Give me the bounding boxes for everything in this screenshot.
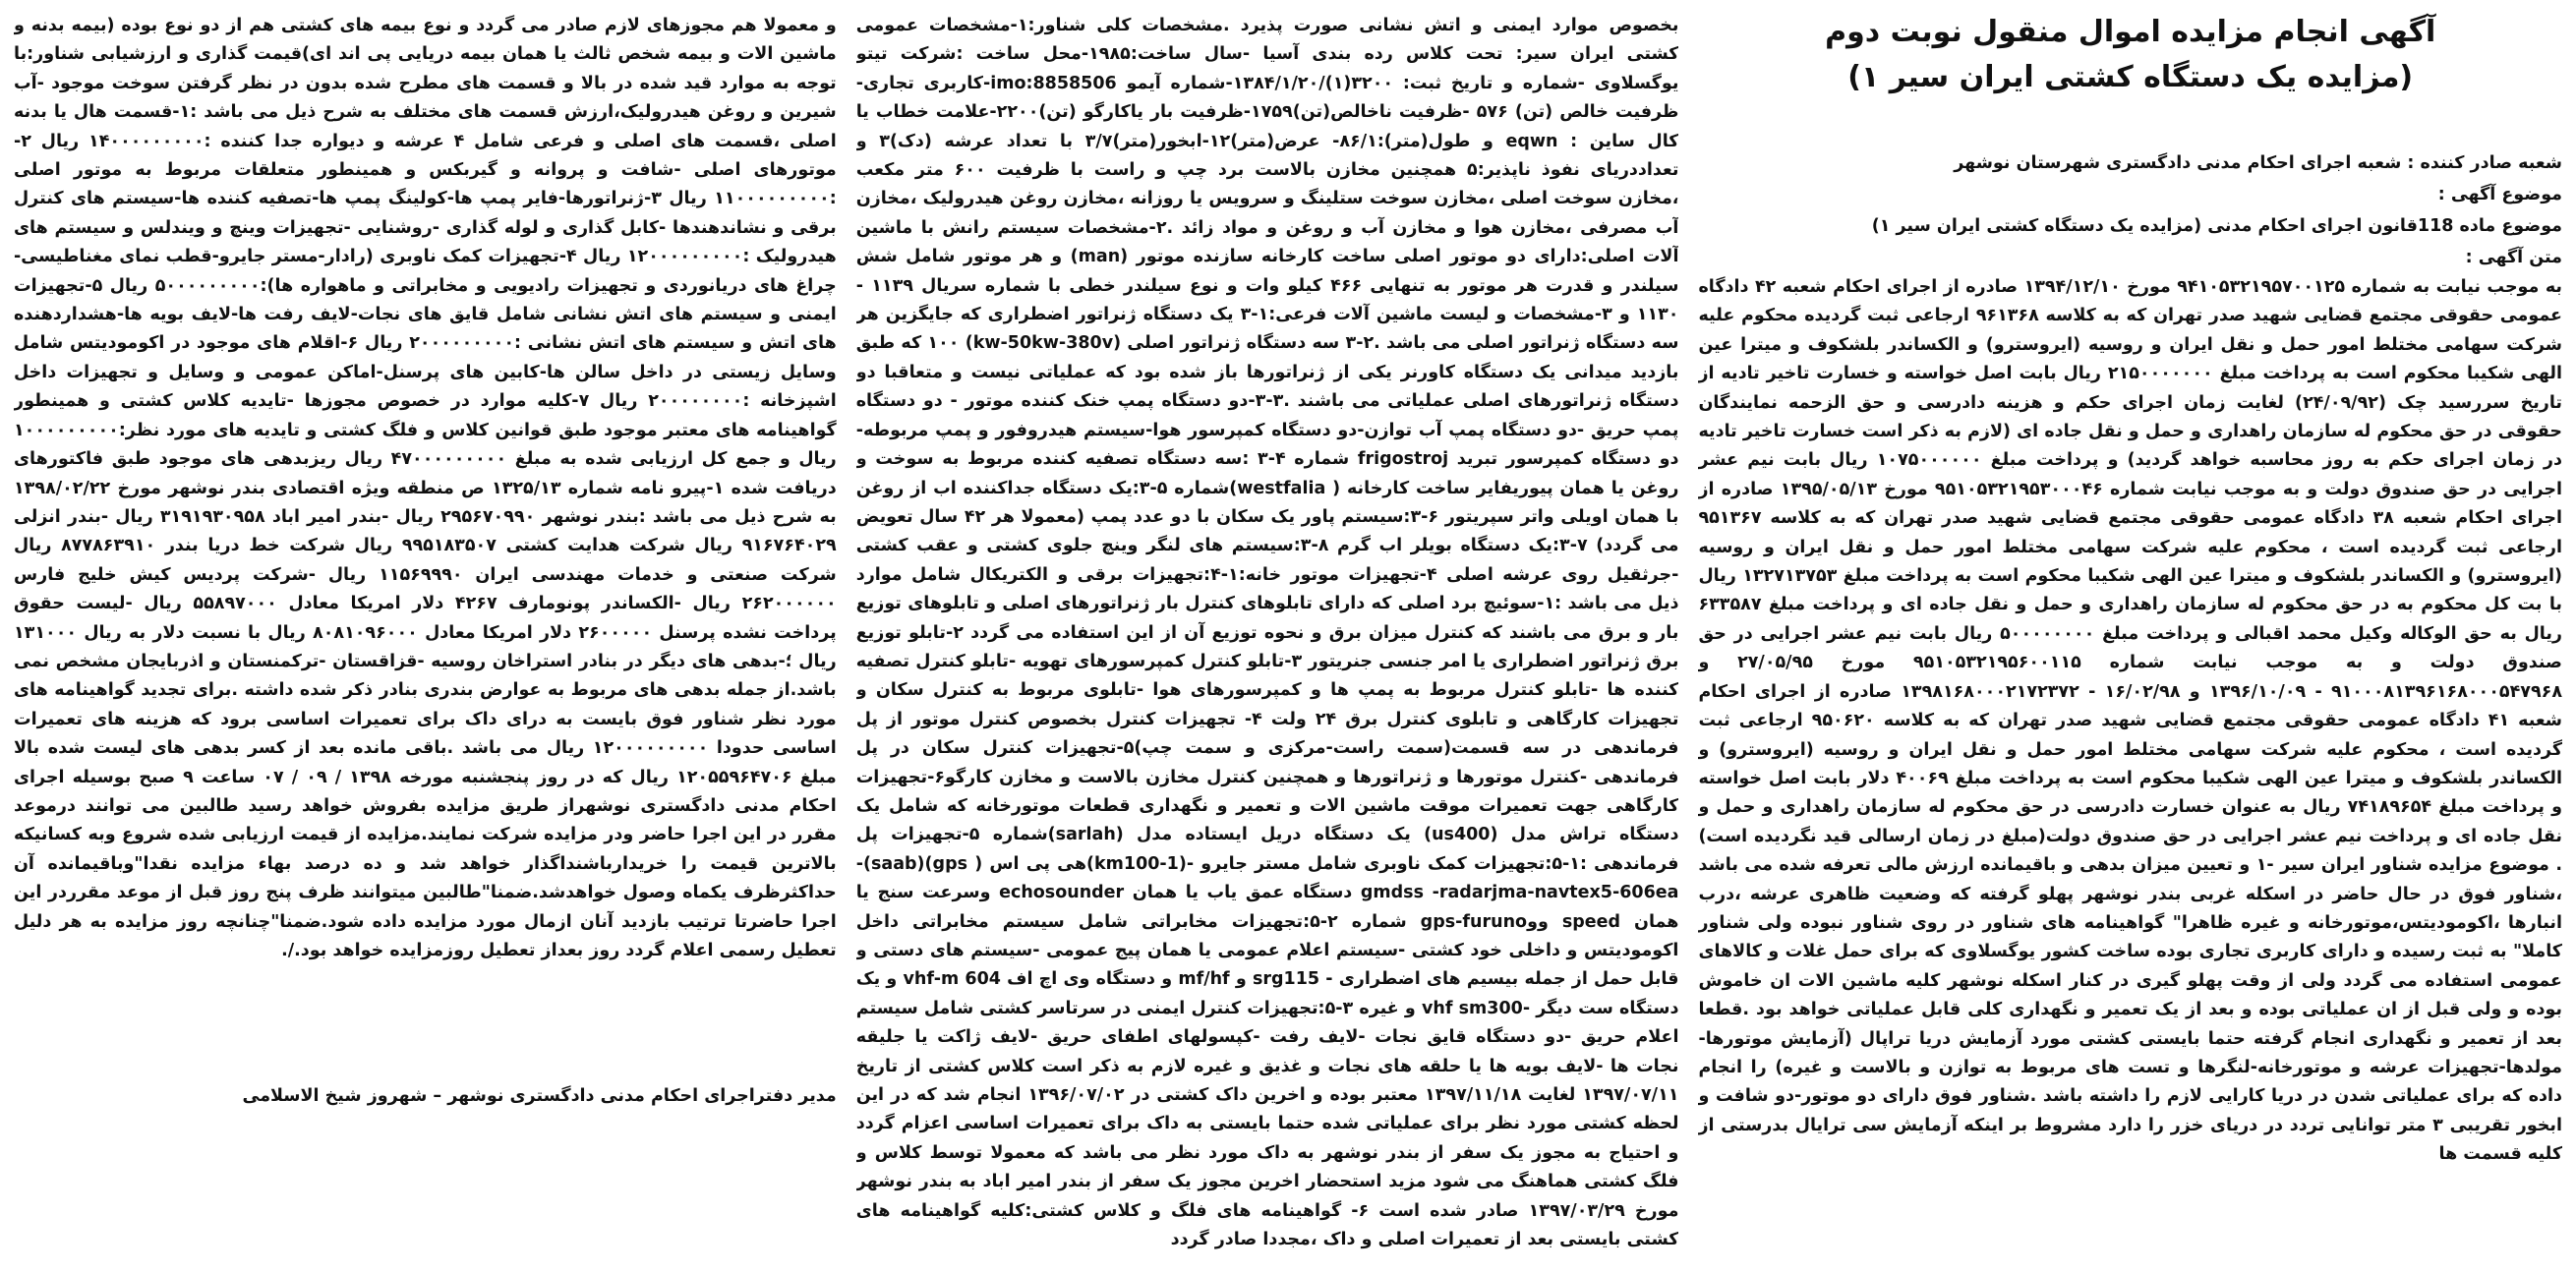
notice-column-right [1698,10,2562,1264]
notice-subtitle: (مزایده یک دستگاه کشتی ایران سیر ۱) [1847,60,2414,94]
subject-detail: موضوع ماده 118قانون اجرای احکام مدنی (مزایده یک دستگاه کشتی ایران سیر ۱) [1871,216,2562,236]
notice-body-part3: و معمولا هم مجوزهای لازم صادر می گردد و نوع بیمه های کشتی هم از دو نوع بوده (بیمه بدنه و ماشین الات و بیمه شخص ثالث یا همان بیمه دریایی پی اند ای)قیمت گذاری و ارزشیابی شناور:با توجه به موارد قید شده در بالا و قسمت های مطرح شده بدون در نظر گرفتن سوخت موجود -آب شیرین و روغن هیدرولیک،ارزش قسمت های مختلف به شرح ذیل می باشد :۱-قسمت هال یا بدنه اصلی ،قسمت های اصلی و فرعی شامل ۴ عرشه و دیواره جدا کننده :۱۴۰۰۰۰۰۰۰۰۰ ریال ۲-موتورهای اصلی -شافت و پروانه و گیربکس و همینطور متعلقات مربوط به موتور اصلی :۱۱۰۰۰۰۰۰۰۰۰ ریال ۳-ژنراتورها-فایر پمپ ها-کولینگ پمپ ها-تصفیه کننده ها-سیستم های کنترل برقی و نشاندهندها -کابل گذاری و لوله گذاری -روشنایی -تجهیزات وینچ و ویندلس و سیستم های هیدرولیک :۱۲۰۰۰۰۰۰۰۰۰ ریال ۴-تجهیزات کمک ناوبری (رادار-مستر جایرو-قطب نمای مغناطیسی-چراغ های دریانوردی و تجهیزات رادیویی و مخابراتی و ماهواره ها):۵۰۰۰۰۰۰۰۰۰ ریال ۵-تجهیزات ایمنی و سیستم های اتش نشانی شامل قایق های نجات-لایف رفت ها-لایف بویه ها-هشداردهنده های اتش و سیستم های اتش نشانی :۲۰۰۰۰۰۰۰۰۰ ریال ۶-اقلام های موجود در اکوموديتس شامل وسایل زیستی در داخل سالن ها-کابین های پرسنل-اماکن عمومی و وسایل و تجهیزات داخل اشپزخانه :۲۰۰۰۰۰۰۰۰ ریال ۷-کلیه موارد در خصوص مجوزها -تایدیه کلاس کشتی و همینطور گواهینامه های معتبر موجود طبق قوانین کلاس و فلگ کشتی و تایدیه های مورد نظر:۱۰۰۰۰۰۰۰۰۰ ریال و جمع کل ارزیابی شده به مبلغ ۴۷۰۰۰۰۰۰۰۰۰ ریال ریزبدهی های موجود طبق فاکتورهای دریافت شده ۱-پیرو نامه شماره ۱۳۲۵/۱۳ ص منطقه ویژه اقتصادی بندر نوشهر مورخ ۱۳۹۸/۰۲/۲۲ به شرح ذیل می باشد :بندر نوشهر ۲۹۵۶۷۰۹۹۰ ریال -بندر امیر اباد ۳۱۹۱۹۳۰۹۵۸ ریال -بندر انزلی ۹۱۶۷۶۴۰۲۹ ریال شرکت هدایت کشتی ۹۹۵۱۸۳۵۰۷ ریال شرکت خط دریا بندر ۸۷۷۸۶۳۹۱۰ ریال شرکت صنعتی و خدمات مهندسی ایران ۱۱۵۶۹۹۹۰ ریال -شرکت پردیس کیش خلیج فارس ۲۶۲۰۰۰۰۰۰ ریال -الکساندر پونومارف ۴۲۶۷ دلار امریکا معادل ۵۵۸۹۷۰۰۰ ریال -لیست حقوق پرداخت نشده پرسنل ۲۶۰۰۰۰۰ دلار امریکا معادل ۸۰۸۱۰۹۶۰۰۰ ریال با نسبت دلار به ریال ۱۳۱۰۰۰ ریال ؛-بدهی های دیگر در بنادر استراخان روسیه -قزاقستان -ترکمنستان و اذربایجان مشخص نمی باشد.از جمله بدهی های مربوط به عوارض بندری بنادر ذکر شده داشته .برای تجدید گواهینامه های مورد نظر شناور فوق بایست به درای داک برای تعمیرات اساسی برود که هزینه های تعمیرات اساسی حدودا ۱۲۰۰۰۰۰۰۰۰۰ ریال می باشد .باقی مانده بعد از کسر بدهی های لیست شده بالا مبلغ ۱۲۰۵۵۹۶۴۷۰۶ ریال که در روز پنجشنبه مورخه ۱۳۹۸ / ۰۹ / ۰۷ ساعت ۹ صبح بوسیله اجرای احکام مدنی دادگستری نوشهراز طریق مزایده بفروش خواهد رسید طالبین می توانند درموعد مقرر در این اجرا حاضر ودر مزایده شرکت نمایند.مزایده از قیمت ارزیابی شده شروع وبه کسانیکه بالاترین قیمت را خریدارباشنداگذار خواهد شد و ده درصد بهاء مزایده نقدا"وباقیمانده آن حداکثرظرف یکماه وصول خواهدشد.ضمنا"طالبین میتوانند ظرف پنج روز قبل از موعد مقرردر این اجرا حاضرتا ترتیب بازدید آنان ازمال مورد مزایده داده شود.ضمنا"چنانچه روز مزایده به هر دلیل تعطیل رسمی اعلام گردد روز بعداز تعطیل روزمزایده خواهد بود./. [14,16,837,960]
body-label: متن آگهی : [2465,248,2562,267]
notice-body-part2: بخصوص موارد ایمنی و اتش نشانی صورت پذیرد .مشخصات کلی شناور:۱-مشخصات عمومی کشتی ایران سیر: تحت کلاس رده بندی آسیا -سال ساخت:۱۹۸۵-محل ساخت :شرکت تیتو یوگسلاوی -شماره و تاریخ ثبت: ۳۲۰۰(۱)/۱۳۸۴/۱/۲۰-شماره آیمو imo:8858506-کاربری تجاری-ظرفیت خالص (تن) ۵۷۶ -ظرفیت ناخالص(تن)۱۷۵۹-ظرفیت بار یاکارگو (تن)۲۲۰۰-علامت خطاب یا کال ساین : eqwn و طول(متر):۸۶/۱- عرض(متر)۱۲-ابخور(متر)۳/۷ با تعداد عرشه (دک)۳ و تعداددریای نفوذ ناپذیر:۵ همچنین مخازن بالاست برد چپ و راست با ظرفیت ۶۰۰ متر مکعب ،مخازن سوخت اصلی ،مخازن سوخت ستلینگ و سرویس یا روزانه ،مخازن روغن هیدرولیک ،مخازن آب مصرفی ،مخازن هوا و مخازن آب و روغن و مواد زائد .۲-مشخصات سیستم رانش با ماشین آلات اصلی:دارای دو موتور اصلی ساخت کارخانه سازنده موتور (man) و هر موتور شامل شش سیلندر و قدرت هر موتور به تنهایی ۴۶۶ کیلو وات و نوع سیلندر خطی با شماره سریال ۱۱۳۹ - ۱۱۳۰ و ۳-مشخصات و لیست ماشین آلات فرعی:۱-۳ یک دستگاه ژنراتور اضطراری که جایگزین هر سه دستگاه ژنراتور اصلی می باشد .۲-۳ سه دستگاه ژنراتور اصلی (kw-50kw-380v) ۱۰۰ که طبق بازدید میدانی یک دستگاه کاورنر یکی از ژنراتورها باز شده بود که عملیاتی نیست و متعاقبا دو دستگاه ژنراتورهای اصلی عملیاتی می باشند .۳-۳-دو دستگاه پمپ خنک کننده موتور - دو دستگاه پمپ حریق -دو دستگاه پمپ آب توازن-دو دستگاه کمپرسور هوا-سیستم هیدروفور و پمپ مربوطه-دو دستگاه کمپرسور تبرید frigostroj شماره ۴-۳ :سه دستگاه تصفیه کننده مربوط به سوخت و روغن یا همان پیوریفایر ساخت کارخانه ( westfalia)شماره ۵-۳:یک دستگاه جداکننده اب از روغن با همان اویلی واتر سپریتور ۶-۳:سیستم پاور یک سکان با دو عدد پمپ (معمولا هر ۴۲ سال تعویض می گردد) ۷-۳:یک دستگاه بویلر اب گرم ۸-۳:سیستم های لنگر وینچ جلوی کشتی و عقب کشتی -جرثقیل روی عرشه اصلی ۴-تجهیزات موتور خانه:۱-۴:تجهیزات برقی و الکتریکال شامل موارد ذیل می باشد :۱-سوئیچ برد اصلی که دارای تابلوهای کنترل بار ژنراتورهای اصلی و تابلوهای توزیع بار و برق می باشند که کنترل میزان برق و نحوه توزیع آن از این استفاده می گردد ۲-تابلو توزیع برق ژنراتور اضطراری یا امر جنسی جنریتور ۳-تابلو کنترل کمپرسورهای تهویه -تابلو کنترل تصفیه کننده ها -تابلو کنترل مربوط به پمپ ها و کمپرسورهای هوا -تابلوی مربوط به کنترل سکان و تجهیزات کارگاهی و تابلوی کنترل برق ۲۴ ولت ۴- تجهیزات کنترل بخصوص کنترل موتور از پل فرماندهی در سه قسمت(سمت راست-مرکزی و سمت چپ)۵-تجهیزات کنترل سکان در پل فرماندهی -کنترل موتورها و ژنراتورها و همچنین کنترل مخازن بالاست و مخازن کارگو۶-تجهیزات کارگاهی جهت تعمیرات موقت ماشین الات و تعمیر و نگهداری قطعات موتورخانه که شامل یک دستگاه تراش مدل (us400) یک دستگاه دریل ایستاده مدل (sarlah)شماره ۵-تجهیزات پل فرماندهی :۱-۵:تجهیزات کمک ناوبری شامل مستر جایرو -(km100-1)هی پی اس ( gps)(saab)-gmdss -radarjma-navtex5-606ea دستگاه عمق یاب یا همان echosounder وسرعت سنج یا همان speed ووgps-furuno شماره ۲-۵:تجهیزات مخابراتی شامل سیستم مخابراتی داخل اکوموديتس و داخلی خود کشتی -سیستم اعلام عمومی یا همان پیج عمومی -سیستم های دستی و قابل حمل از جمله بیسیم های اضطراری - srg115 و mf/hf و دستگاه وی اچ اف 604 vhf-m و یک دستگاه ست دیگر -vhf sm300 و غیره ۳-۵:تجهیزات کنترل ایمنی در سرتاسر کشتی شامل سیستم اعلام حریق -دو دستگاه قایق نجات -لایف رفت -کپسولهای اطفای حریق -لایف ژاکت یا جلیقه نجات ها -لایف بویه ها یا حلقه های نجات و غذیق و غیره لازم به ذکر است کلاس کشتی از تاریخ ۱۳۹۷/۰۷/۱۱ لغایت ۱۳۹۷/۱۱/۱۸ معتبر بوده و اخرین داک کشتی در ۱۳۹۶/۰۷/۰۲ انجام شد که در این لحظه کشتی مورد نظر برای عملیاتی شده حتما بایستی به داک برای تعمیرات اساسی اعزام گردد و احتیاج به مجوز یک سفر از بندر نوشهر به داک مورد نظر می باشد که معمولا توسط کلاس و فلگ کشتی هماهنگ می شود مزید استحضار اخرین مجوز یک سفر از بندر امیر اباد به بندر نوشهر مورخ ۱۳۹۷/۰۳/۲۹ صادر شده است ۶- گواهینامه های فلگ و کلاس کشتی:کلیه گواهینامه های کشتی بایستی بعد از تعمیرات اصلی و داک ،مجددا صادر گردد [855,16,1679,1250]
notice-column-middle [856,10,1679,1264]
signature-line: مدیر دفتراجرای احکام مدنی دادگستری نوشهر – شهروز شیخ الاسلامی [242,1086,837,1106]
issuer-line: شعبه صادر کننده : شعبه اجرای احکام مدنی دادگستری شهرستان نوشهر [1954,153,2562,173]
subject-label: موضوع آگهی : [2437,185,2562,204]
notice-body-part1: به موجب نیابت به شماره ۹۴۱۰۵۳۲۱۹۵۷۰۰۱۲۵ مورخ ۱۳۹۴/۱۲/۱۰ صادره از اجرای احکام شعبه ۴۲ دادگاه عمومی حقوقی مجتمع قضایی شهید صدر تهران که به کلاسه ۹۶۱۳۶۸ ارجاعی ثبت گردیده محکوم علیه شرکت سهامی مختلط امور حمل و نقل ایران و روسیه (ایروسترو) و الکساندر بلشکوف و میترا عین الهی شکیبا محکوم است به پرداخت مبلغ ۲۱۵۰۰۰۰۰۰۰ ریال بابت اصل خواسته و خسارت تاخیر تادیه از تاریخ سررسید چک (۲۴/۰۹/۹۲) لغایت زمان اجرای حکم و هزینه دادرسی و حق الزحمه نمایندگان حقوقی در حق محکوم له سازمان راهداری و حمل و نقل جاده ای (لازم به ذکر است خسارت تاخیر تادیه در زمان اجرای حکم به روز محاسبه خواهد گردید) و پرداخت مبلغ ۱۰۷۵۰۰۰۰۰۰ ریال بابت نیم عشر اجرایی در حق صندوق دولت و به موجب نیابت شماره ۹۵۱۰۵۳۲۱۹۵۳۰۰۰۴۶ مورخ ۱۳۹۵/۰۵/۱۳ صادره از اجرای احکام شعبه ۳۸ دادگاه عمومی حقوقی مجتمع قضایی شهید صدر تهران که به کلاسه ۹۵۱۳۶۷ ارجاعی ثبت گردیده است ، محکوم علیه شرکت سهامی مختلط امور حمل و نقل ایران و روسیه (ایروسترو) و الکساندر بلشکوف و میترا عین الهی شکیبا محکوم است به پرداخت مبلغ ۱۳۲۷۱۳۷۵۳ ریال با بت کل محکوم به در حق محکوم له سازمان راهداری و حمل و نقل جاده ای و پرداخت مبلغ ۶۳۳۵۸۷ ریال به حق الوکاله وکیل محمد اقبالی و پرداخت مبلغ ۵۰۰۰۰۰۰۰۰ ریال بابت نیم عشر اجرایی در حق صندوق دولت و به موجب نیابت شماره ۹۵۱۰۵۳۲۱۹۵۶۰۰۱۱۵ مورخ ۲۷/۰۵/۹۵ و ۹۱۰۰۰۸۱۳۹۶۱۶۸۰۰۰۵۴۷۹۶۸ - ۱۳۹۶/۱۰/۰۹ و ۱۶/۰۲/۹۸ - ۱۳۹۸۱۶۸۰۰۰۲۱۷۲۳۷۲ صادره از اجرای احکام شعبه ۴۱ دادگاه عمومی حقوقی مجتمع قضایی شهید صدر تهران که به کلاسه ۹۵۰۶۲۰ ارجاعی ثبت گردیده است ، محکوم علیه شرکت سهامی مختلط امور حمل و نقل ایران و روسیه (ایروسترو) و الکساندر بلشکوف و میترا عین الهی شکیبا محکوم است به پرداخت مبلغ ۴۰۰۶۹ دلار بابت اصل خواسته و پرداخت مبلغ ۷۴۱۸۹۶۵۴ ریال به عنوان خسارت دادرسی در حق محکوم له سازمان راهداری و حمل و نقل جاده ای و پرداخت نیم عشر اجرایی در حق صندوق دولت(مبلغ در زمان ارسالی قید نگردیده است) . موضوع مزایده شناور ایران سیر -۱ و تعیین میزان بدهی و باقیمانده ارزش مالی تعرفه شده می باشد ،شناور فوق در حال حاضر در اسکله غربی بندر نوشهر پهلو گرفته که وضعیت ظاهری عرشه ،درب انبارها ،اکوموديتس،موتورخانه و غیره ظاهرا" گواهینامه های شناور در روی شناور نبوده ولی شناور کاملا" به ثبت رسیده و دارای کاربری تجاری بوده ساخت کشور یوگسلاوی که برای حمل غلات و کالاهای عمومی استفاده می گردد ولی از وقت پهلو گیری در کنار اسکله نوشهر کلیه ماشین الات ان خاموش بوده و ولی قبل از ان عملیاتی بوده و بعد از یک تعمیر و نگهداری کلی قابل عملیاتی خواهد بود .قطعا بعد از تعمیر و نگهداری انجام گرفته حتما بایستی کشتی مورد آزمایش دریا تراپال (آزمایش موتورها-مولدها-تجهیزات عرشه و موتورخانه-لنگرها و تست های مربوط به توازن و بالاست و غیره) را انجام داده که برای عملیاتی شدن در دریا کارایی لازم را داشته باشد .شناور فوق دارای دو موتور-دو شافت و ابخور تقریبی ۳ متر توانایی تردد در دریای خزر را دارد مشروط بر اینکه آزمایش سی ترایال بدرستی از کلیه قسمت ها [1698,277,2562,1165]
notice-title: آگهی انجام مزایده اموال منقول نوبت دوم [1825,15,2436,49]
notice-column-left [14,10,837,1264]
